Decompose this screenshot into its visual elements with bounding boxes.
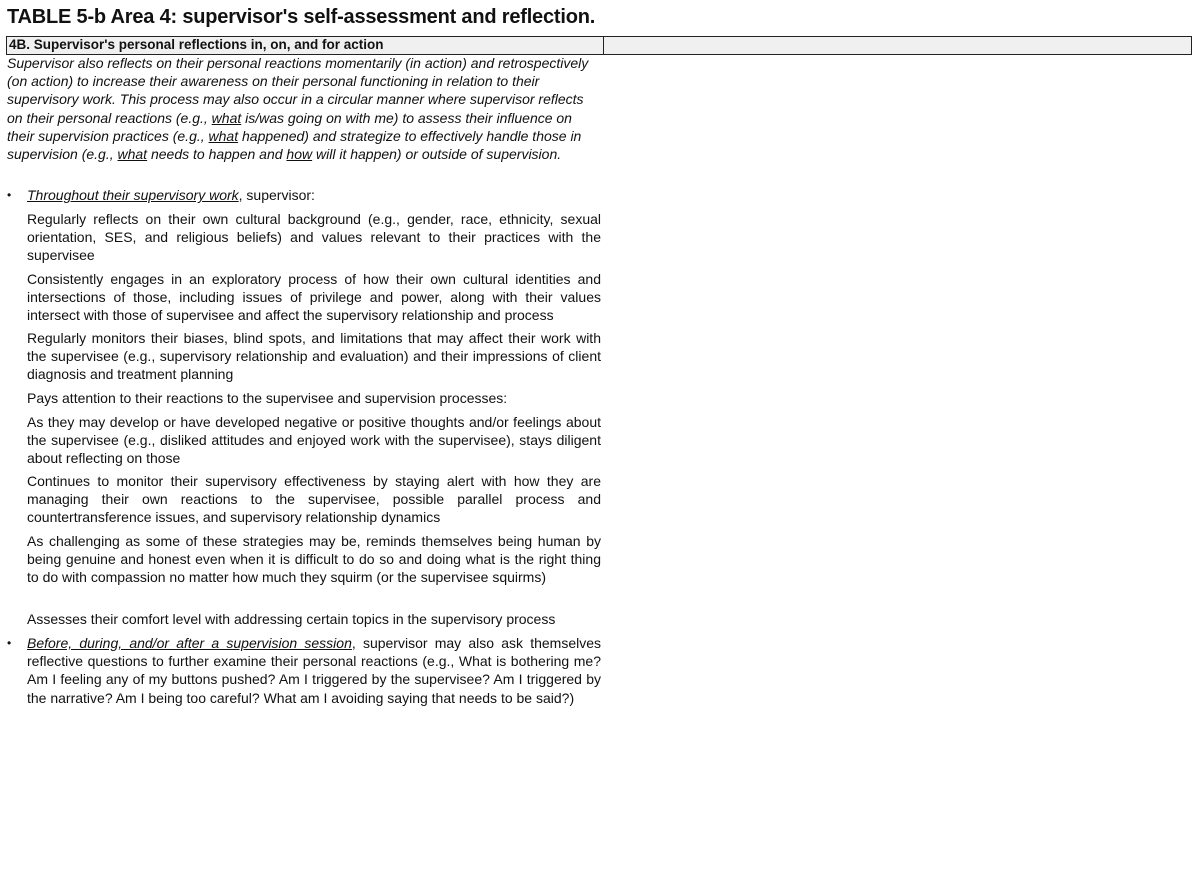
list-item: Pays attention to their reactions to the supervisee and supervision processes:	[27, 390, 508, 406]
bullet-dot-icon: •	[7, 188, 12, 202]
bullet-rest: , supervisor:	[238, 187, 315, 203]
section-header-row	[6, 36, 1192, 55]
bullet-dot-icon: •	[7, 636, 12, 650]
intro-what-1: what	[211, 109, 242, 126]
bullet-before-during-after	[7, 634, 601, 707]
section-header: 4B. Supervisor's personal reflections in, on, and for action	[7, 37, 604, 54]
bullet-lead: Before, during, and/or after a supervision session	[27, 635, 352, 651]
list-item: Regularly reflects on their own cultural background (e.g., gender, race, ethnicity, sexual orientation, SES, and religious beliefs) and values relevant to their practices with the supervisee	[27, 211, 601, 264]
bullet-throughout	[7, 186, 601, 204]
bullet-rest: , supervisor may also ask themselves reflective questions to further examine their personal reactions (e.g., What is bothering me? Am I feeling any of my buttons pushed? Am I triggered by the supervisee? Am I triggered by the narrative? Am I being too careful? What am I avoiding saying that needs to be said?)	[27, 635, 601, 706]
list-item: Assesses their comfort level with addressing certain topics in the supervisory process	[27, 611, 556, 627]
intro-paragraph	[7, 54, 601, 163]
intro-what-3: what	[117, 146, 148, 163]
list-item: Continues to monitor their supervisory effectiveness by staying alert with how they are managing their own reactions to the supervisee, possible parallel process and countertransference issues, and supervisory relationship dynamics	[27, 473, 601, 526]
table-title: TABLE 5-b Area 4: supervisor's self-assessment and reflection.	[7, 6, 596, 28]
list-item: Regularly monitors their biases, blind spots, and limitations that may affect their work with the supervisee (e.g., supervisory relationship and evaluation) and their impressions of client diagnosis and treatment planning	[27, 330, 601, 383]
list-item: As challenging as some of these strategies may be, reminds themselves being human by being genuine and honest even when it is difficult to do so and doing what is the right thing to do with compassion no matter how much they squirm (or the supervisee squirms)	[27, 533, 601, 586]
intro-how: how	[286, 146, 313, 163]
list-item: As they may develop or have developed negative or positive thoughts and/or feelings about the supervisee (e.g., disliked attitudes and enjoyed work with the supervisee), stays diligent about reflecting on those	[27, 414, 601, 467]
intro-what-2: what	[208, 127, 239, 144]
intro-text-5: will it happen) or outside of supervision.	[312, 146, 562, 163]
bullet-lead: Throughout their supervisory work	[27, 187, 239, 203]
intro-text-1: Supervisor also reflects on their personal reactions momentarily (in action) and retrospectively (on action) to increase their awareness on their personal functioning in relation to their supervisory work. This process may also occur in a circular manner where supervisor reflects on their personal reactions (e.g.,	[7, 55, 589, 126]
intro-text-2: is/was going on with me) to assess their influence on their supervision practices (e.g.,	[7, 109, 572, 144]
section-header-empty-cell	[604, 37, 1191, 54]
list-item: Consistently engages in an exploratory process of how their own cultural identities and intersections of those, including issues of privilege and power, along with their values intersect with those of supervisee and affect the supervisory relationship and process	[27, 271, 601, 324]
intro-text-3: happened) and strategize to effectively handle those in supervision (e.g.,	[7, 127, 582, 163]
intro-text-4: needs to happen and	[147, 146, 287, 163]
